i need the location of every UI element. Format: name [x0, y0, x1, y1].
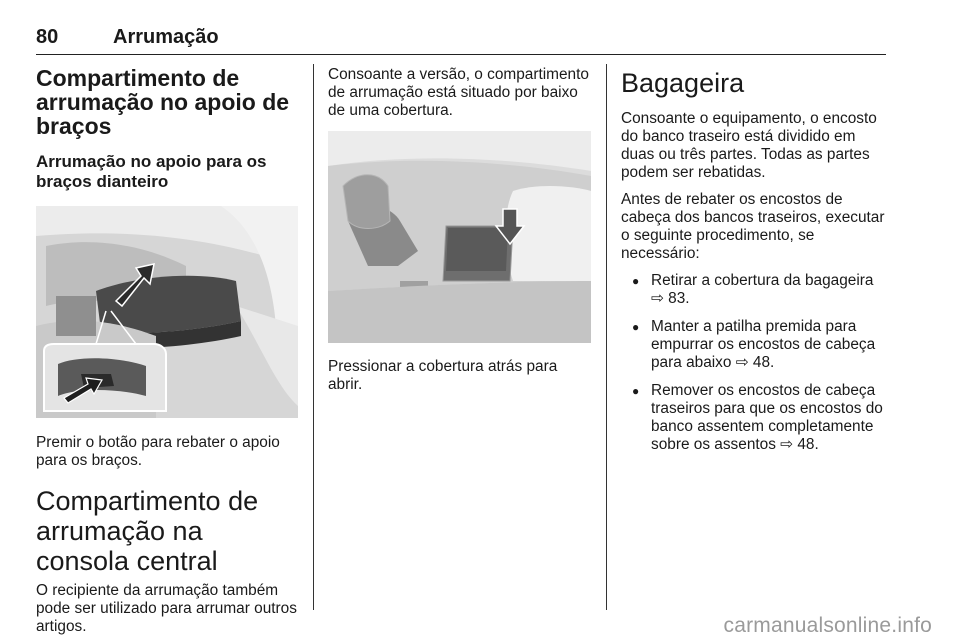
page-number: 80 — [36, 26, 59, 48]
column-divider — [313, 64, 314, 610]
column-divider — [606, 64, 607, 610]
console-figure — [328, 131, 591, 343]
section-heading: Compartimento de arrumação na consola central — [36, 486, 259, 576]
list-item: ● Retirar a cobertura da bagageira ⇨ 83. — [621, 272, 887, 308]
bullet-list — [621, 272, 887, 454]
column-2 — [328, 66, 591, 394]
column-3 — [621, 66, 887, 464]
console-illustration — [328, 131, 591, 343]
section-heading: Bagageira — [621, 68, 745, 98]
figure-caption: Pressionar a cobertura atrás para abrir. — [328, 358, 558, 393]
watermark-link[interactable]: carmanualsonline.info — [723, 614, 932, 637]
body-text: Consoante a versão, o compartimento de arrumação está situado por baixo de uma cobertura. — [328, 66, 589, 119]
section-heading: Compartimento de arrumação no apoio de braços — [36, 65, 290, 139]
body-text: Antes de rebater os encostos de cabeça dos bancos traseiros, executar o seguinte procedimento, se necessário: — [621, 191, 885, 262]
section-title: Arrumação — [113, 26, 219, 48]
body-text: Consoante o equipamento, o encosto do banco traseiro está dividido em duas ou três partes. Todas as partes podem ser rebatidas. — [621, 110, 877, 181]
list-item: ● Manter a patilha premida para empurrar os encostos de cabeça para abaixo ⇨ 48. — [621, 318, 887, 372]
list-item: ● Remover os encostos de cabeça traseiros para que os encostos do banco assentem completamente sobre os assentos ⇨ 48. — [621, 382, 887, 454]
armrest-figure — [36, 206, 298, 418]
column-1 — [36, 66, 298, 636]
figure-caption: Premir o botão para rebater o apoio para os braços. — [36, 434, 280, 469]
sub-heading: Arrumação no apoio para os braços dianteiro — [36, 152, 267, 191]
armrest-illustration — [36, 206, 298, 418]
body-text: O recipiente da arrumação também pode ser utilizado para arrumar outros artigos. — [36, 582, 297, 635]
page-header — [36, 0, 886, 55]
